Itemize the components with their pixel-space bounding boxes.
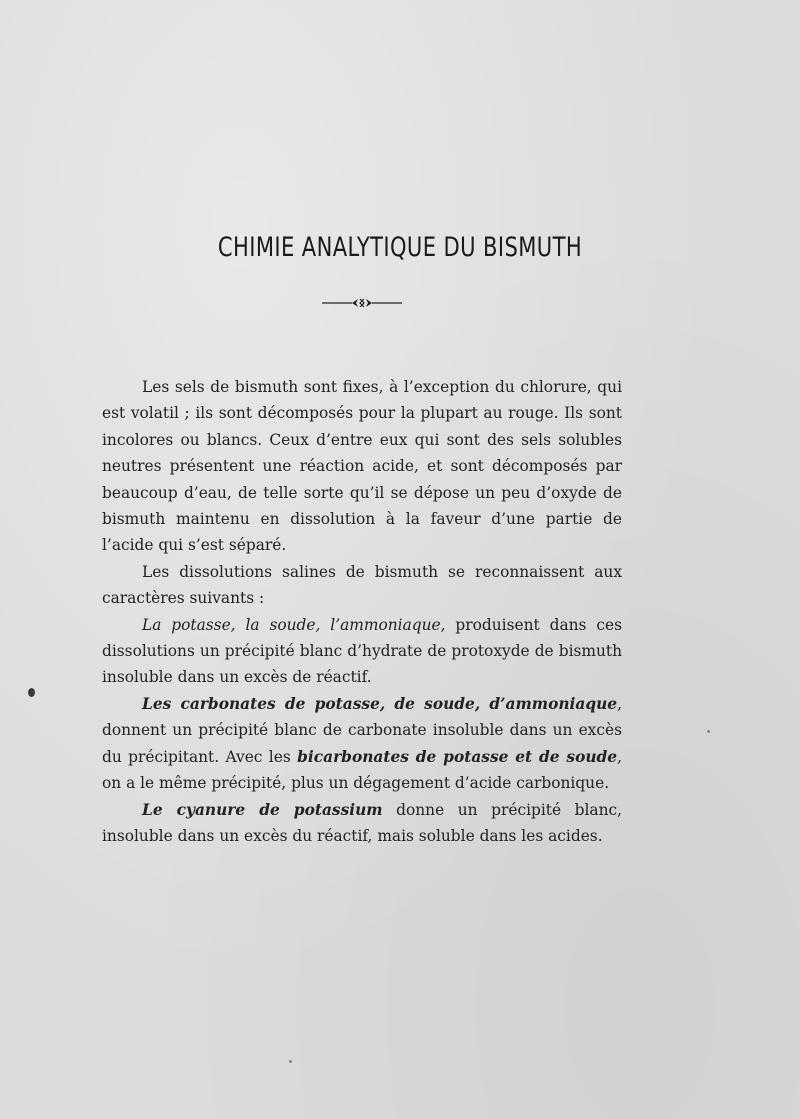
paragraph-text: Les sels de bismuth sont fixes, à l’exception du chlorure, qui est volatil ; ils sont décomposés pour la plupart au rouge. Ils sont incolores ou blancs. Ceux d’entre eux qui sont des sels solubles neutres présentent une réaction acide, et sont décomposés par beaucoup d’eau, de telle sorte qu’il se dépose un peu d’oxyde de bismuth maintenu en dissolution à la faveur d’une partie de l’acide qui s’est séparé. (102, 378, 622, 555)
paragraph-text: , on a le même précipité, plus un dégagement d’acide carbonique. (102, 747, 622, 793)
paragraph-text: Les dissolutions salines de bismuth se reconnaissent aux caractères suivants : (102, 562, 622, 608)
body-text (102, 374, 622, 849)
reagent-name: Les carbonates de potasse, de soude, d’ammoniaque (142, 694, 618, 713)
ornament-divider (322, 296, 402, 310)
paragraph-text: , produisent dans ces dissolutions un précipité blanc d’hydrate de protoxyde de bismuth insoluble dans un excès de réactif. (102, 615, 622, 687)
paragraph-text: , donnent un précipité blanc de carbonate insoluble dans un excès du précipitant. Avec les (102, 694, 622, 766)
paragraph-potasse (102, 612, 622, 691)
reagent-name: La potasse, la soude, l’ammoniaque (142, 615, 441, 634)
page-title: CHIMIE ANALYTIQUE DU BISMUTH (217, 232, 583, 263)
paragraph-carbonates (102, 691, 622, 797)
paragraph-intro (102, 374, 622, 559)
paragraph-characters (102, 559, 622, 612)
reagent-name: bicarbonates de potasse et de soude (297, 747, 618, 766)
paragraph-cyanure (102, 797, 622, 850)
ink-speck (707, 730, 710, 733)
paragraph-text: donne un précipité blanc, insoluble dans un excès du réactif, mais soluble dans les acides. (102, 800, 622, 845)
ink-speck (28, 688, 35, 697)
ink-speck (289, 1060, 292, 1063)
reagent-name: Le cyanure de potassium (142, 800, 383, 819)
